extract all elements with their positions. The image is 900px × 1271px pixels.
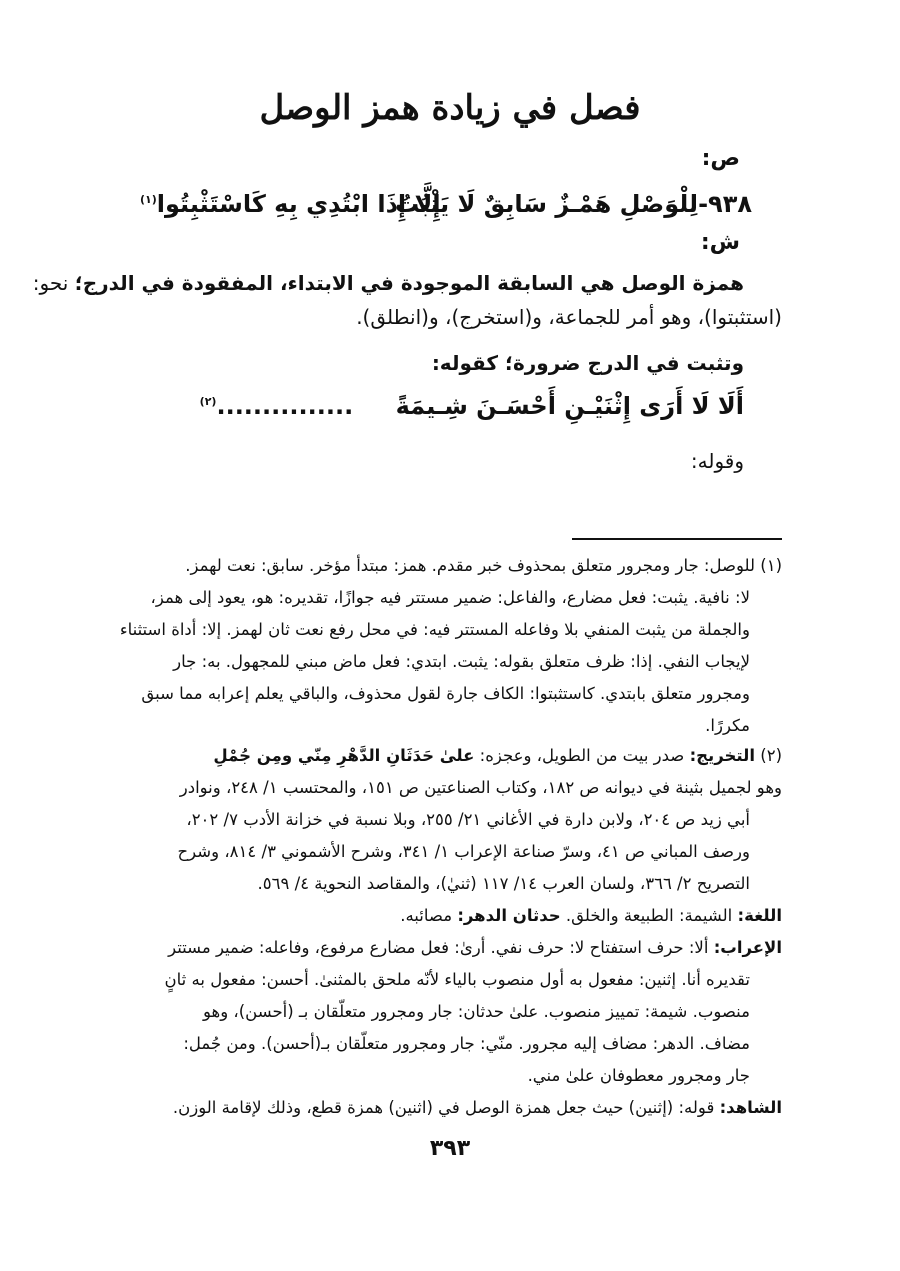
irab-line-5: جار ومجرور معطوفان علىٰ مني. <box>527 1066 750 1085</box>
footnote-2-line-5: التصريح ٢/ ٣٦٦، ولسان العرب ١٤/ ١١٧ (ثنيٰ)، والمقاصد النحوية ٤/ ٥٦٩. <box>257 874 750 893</box>
footnote-2-line-3: أبي زيد ص ٢٠٤، ولابن دارة في الأغاني ٢١/ ٢٥٥، وبلا نسبة في خزانة الأدب ٧/ ٢٠٢، <box>186 810 750 829</box>
shahid-line <box>173 1092 782 1124</box>
footnote-1-line-1 <box>185 550 782 582</box>
verse-number: ٩٣٨- <box>698 190 752 218</box>
paragraph-1-line-1 <box>33 268 744 298</box>
verse-second-hemistich: إِلَّا إِذَا ابْتُدِي بِهِ كَاسْتَثْبِتُوا <box>156 190 441 218</box>
footnote-1-text: للوصل: جار ومجرور متعلق بمحذوف خبر مقدم. همز: مبتدأ مؤخر. سابق: نعت لهمز. <box>185 556 755 575</box>
chapter-title: فصل في زيادة همز الوصل <box>259 88 641 128</box>
lugha-term: حدثان الدهر: <box>457 906 561 925</box>
verse-quote-text: أَلَا لَا أَرَى إِثْنَيْـنِ أَحْسَـنَ شِـيمَةً <box>395 392 744 420</box>
shahid-label: الشاهد: <box>719 1098 782 1117</box>
footnote-1-line-2: لا: نافية. يثبت: فعل مضارع، والفاعل: ضمير مستتر فيه جوازًا، تقديره: هو، يعود إلى همز، <box>150 588 750 607</box>
lugha-label: اللغة: <box>737 906 782 925</box>
footnote-2-line-2: وهو لجميل بثينة في ديوانه ص ١٨٢، وكتاب الصناعتين ص ١٥١، والمحتسب ١/ ٢٤٨، ونوادر <box>179 778 782 797</box>
verse-first-hemistich: لِلْوَصْلِ هَمْـزٌ سَابِقٌ لَا يَثْبُتُ <box>395 190 699 218</box>
footnote-ref-1: (١) <box>140 193 157 206</box>
verse-ajuz: علىٰ حَدَثَانِ الدَّهْرِ مِنّي ومِن جُمْلِ <box>213 746 475 765</box>
irab-text-1: ألا: حرف استفتاح لا: حرف نفي. أرىٰ: فعل مضارع مرفوع، وفاعله: ضمير مستتر <box>168 938 714 957</box>
verse-quote-dots: ............... <box>216 392 354 420</box>
commentary-marker: ش: <box>700 230 740 255</box>
lugha-text-1: الشيمة: الطبيعة والخلق. <box>560 906 738 925</box>
irab-line-4: مضاف. الدهر: مضاف إليه مجرور. منّي: جار ومجرور متعلّقان بـ(أحسن). ومن جُمل: <box>183 1034 750 1053</box>
verse-938 <box>395 190 752 218</box>
page-number: ٣٩٣ <box>429 1136 471 1161</box>
paragraph-3: وقوله: <box>690 449 744 473</box>
lugha-text-2: مصائبه. <box>400 906 458 925</box>
lugha-line <box>400 900 782 932</box>
footnote-separator <box>572 538 782 540</box>
footnote-1-line-4: لإيجاب النفي. إذا: ظرف متعلق بقوله: يثبت. ابتدي: فعل ماض مبني للمجهول. به: جار <box>173 652 750 671</box>
footnote-2-line-4: ورصف المباني ص ٤١، وسرّ صناعة الإعراب ١/ ٣٤١، وشرح الأشموني ٣/ ٨١٤، وشرح <box>177 842 750 861</box>
verse-938-second <box>140 190 441 218</box>
paragraph-2: وتثبت في الدرج ضرورة؛ كقوله: <box>431 351 744 375</box>
footnote-ref-2: (٢) <box>199 395 217 408</box>
shahid-text: قوله: (إثنين) حيث جعل همزة الوصل في (اثنين) همزة قطع، وذلك لإقامة الوزن. <box>172 1098 720 1117</box>
irab-line-2: تقديره أنا. إثنين: مفعول به أول منصوب بالياء لأنّه ملحق بالمثنىٰ. أحسن: مفعول به ثانٍ <box>164 970 750 989</box>
takhrij-label: التخريج: <box>689 746 755 765</box>
irab-line-1 <box>168 932 782 964</box>
takhrij-text: صدر بيت من الطويل، وعجزه: <box>474 746 690 765</box>
footnote-2-line-1 <box>213 740 782 772</box>
irab-label: الإعراب: <box>713 938 782 957</box>
text-marker: ص: <box>701 146 740 171</box>
irab-line-3: منصوب. شيمة: تمييز منصوب. علىٰ حدثان: جار ومجرور متعلّقان بـ (أحسن)، وهو <box>202 1002 750 1021</box>
footnote-2-number: (٢) <box>760 746 782 765</box>
footnote-1-line-6: مكررًا. <box>705 716 750 735</box>
verse-quote <box>200 392 744 420</box>
paragraph-1-line-2: (استثبتوا)، وهو أمر للجماعة، و(استخرج)، و(انطلق). <box>356 305 782 329</box>
paragraph-1-tail: نحو: <box>32 271 75 295</box>
footnote-1-line-3: والجملة من يثبت المنفي بلا وفاعله المستتر فيه: في محل رفع نعت ثان لهمز. إلا: أداة استثناء <box>119 620 750 639</box>
footnote-1-line-5: ومجرور متعلق بابتدي. كاستثبتوا: الكاف جارة لقول محذوف، والباقي يعلم إعرابه مما سبق <box>141 684 750 703</box>
paragraph-1-lead: همزة الوصل هي السابقة الموجودة في الابتداء، المفقودة في الدرج؛ <box>74 271 744 295</box>
footnote-1-number: (١) <box>760 556 782 575</box>
